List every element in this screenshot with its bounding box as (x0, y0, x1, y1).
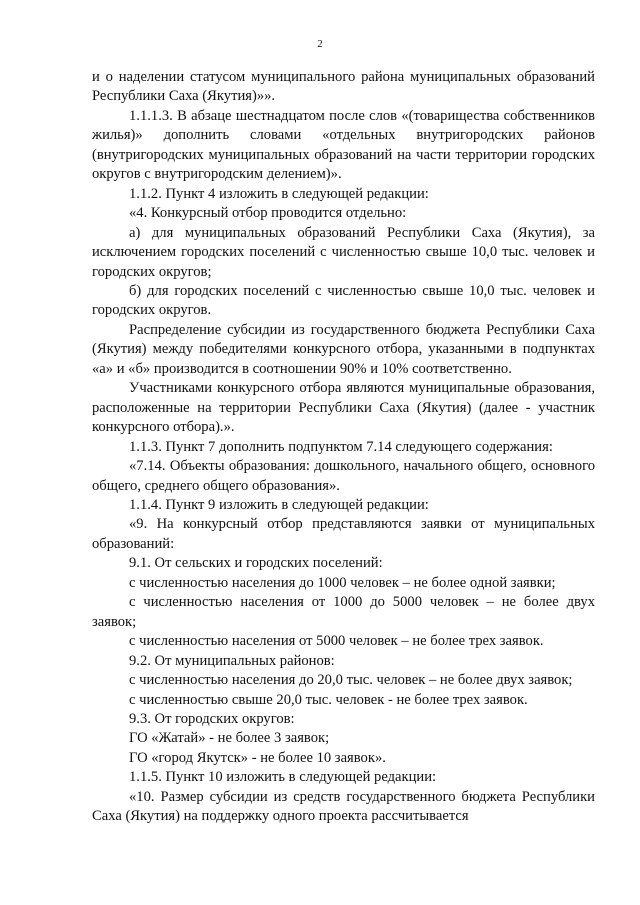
paragraph: а) для муниципальных образований Республики Саха (Якутия), за исключением городских поселений с численностью свыше 10,0 тыс. человек и городских округов; (92, 224, 595, 280)
paragraph: с численностью населения от 1000 до 5000 человек – не более двух заявок; (92, 594, 595, 630)
paragraph: б) для городских поселений с численностью свыше 10,0 тыс. человек и городских округов. (92, 282, 595, 319)
paragraph: «10. Размер субсидии из средств государственного бюджета Республики Саха (Якутия) на поддержку одного проекта рассчитывается (92, 788, 595, 825)
paragraph: 9.2. От муниципальных районов: (129, 652, 335, 669)
paragraph: ГО «город Якутск» - не более 10 заявок». (129, 749, 386, 766)
paragraph: с численностью населения до 1000 человек – не более одной заявки; (129, 574, 556, 591)
paragraph: «7.14. Объекты образования: дошкольного, начального общего, основного общего, среднего общего образования». (92, 458, 595, 494)
paragraph: и о наделении статусом муниципального района муниципальных образований Республики Саха (Якутия)»». (92, 69, 595, 105)
paragraph: 9.3. От городских округов: (129, 710, 295, 727)
paragraph: Распределение субсидии из государственного бюджета Республики Саха (Якутия) между победителями конкурсного отбора, указанными в подпунктах «а» и «б» производится в соотношении 90% и 10% соответственно. (92, 321, 595, 377)
paragraph: с численностью населения от 5000 человек – не более трех заявок. (129, 633, 544, 650)
paragraph: 9.1. От сельских и городских поселений: (129, 555, 383, 572)
paragraph: Участниками конкурсного отбора являются муниципальные образования, расположенные на территории Республики Саха (Якутия) (далее - участник конкурсного отбора).». (92, 380, 595, 436)
paragraph: с численностью населения до 20,0 тыс. человек – не более двух заявок; (129, 672, 573, 689)
document-body (92, 68, 595, 827)
paragraph: ГО «Жатай» - не более 3 заявок; (129, 730, 330, 747)
paragraph: 1.1.5. Пункт 10 изложить в следующей редакции: (129, 769, 437, 786)
paragraph: 1.1.4. Пункт 9 изложить в следующей редакции: (129, 496, 429, 513)
page-number: 2 (317, 38, 323, 50)
paragraph: 1.1.3. Пункт 7 дополнить подпунктом 7.14 следующего содержания: (129, 438, 553, 455)
paragraph: 1.1.1.3. В абзаце шестнадцатом после слов «(товарищества собственников жилья)» дополнить словами «отдельных внутригородских районов (внутригородских муниципальных образований на части территории городских округов с внутригородским делением)». (92, 107, 595, 183)
paragraph: с численностью свыше 20,0 тыс. человек - не более трех заявок. (129, 691, 528, 708)
paragraph: «4. Конкурсный отбор проводится отдельно: (129, 205, 407, 222)
paragraph: 1.1.2. Пункт 4 изложить в следующей редакции: (129, 185, 429, 202)
paragraph: «9. На конкурсный отбор представляются заявки от муниципальных образований: (92, 516, 595, 552)
